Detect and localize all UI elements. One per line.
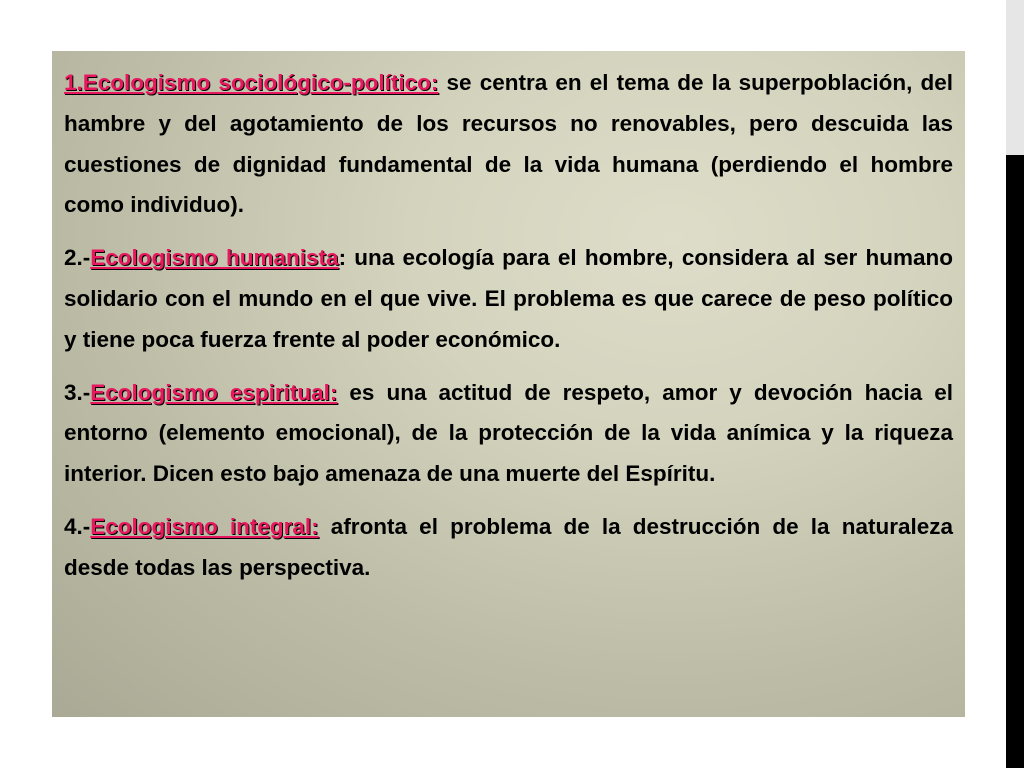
paragraph-text: afronta el problema de la destrucción de la naturaleza desde todas las perspectiva. xyxy=(64,513,953,580)
paragraph-text: es una actitud de respeto, amor y devoción hacia el entorno (elemento emocional), de la protección de la vida anímica y la riqueza interior. Dicen esto bajo amenaza de una muerte del Espíritu. xyxy=(64,379,953,487)
side-accent-bar-dark xyxy=(1006,155,1024,768)
paragraph-integral xyxy=(64,507,953,589)
paragraph-number: 2.- xyxy=(64,245,91,271)
term-spiritual: Ecologismo espiritual: xyxy=(90,379,338,405)
paragraph-number: 3.- xyxy=(64,379,91,405)
paragraph-spiritual xyxy=(64,373,953,495)
paragraph-humanist xyxy=(64,238,953,360)
term-sociopolitical: 1.Ecologismo sociológico-político: xyxy=(64,70,439,95)
term-integral: Ecologismo integral: xyxy=(90,513,319,539)
term-humanist: Ecologismo humanista xyxy=(90,245,339,271)
paragraph-sociopolitical xyxy=(64,63,953,226)
content-panel xyxy=(52,51,965,717)
paragraph-text: : una ecología para el hombre, considera al ser humano solidario con el mundo en el que vive. El problema es que carece de peso político y tiene poca fuerza frente al poder económico. xyxy=(64,245,953,352)
paragraph-number: 4.- xyxy=(64,513,91,539)
paragraph-text: se centra en el tema de la superpoblación, del hambre y del agotamiento de los recursos no renovables, pero descuida las cuestiones de dignidad fundamental de la vida humana (perdiendo el hombre como individuo). xyxy=(64,70,953,218)
